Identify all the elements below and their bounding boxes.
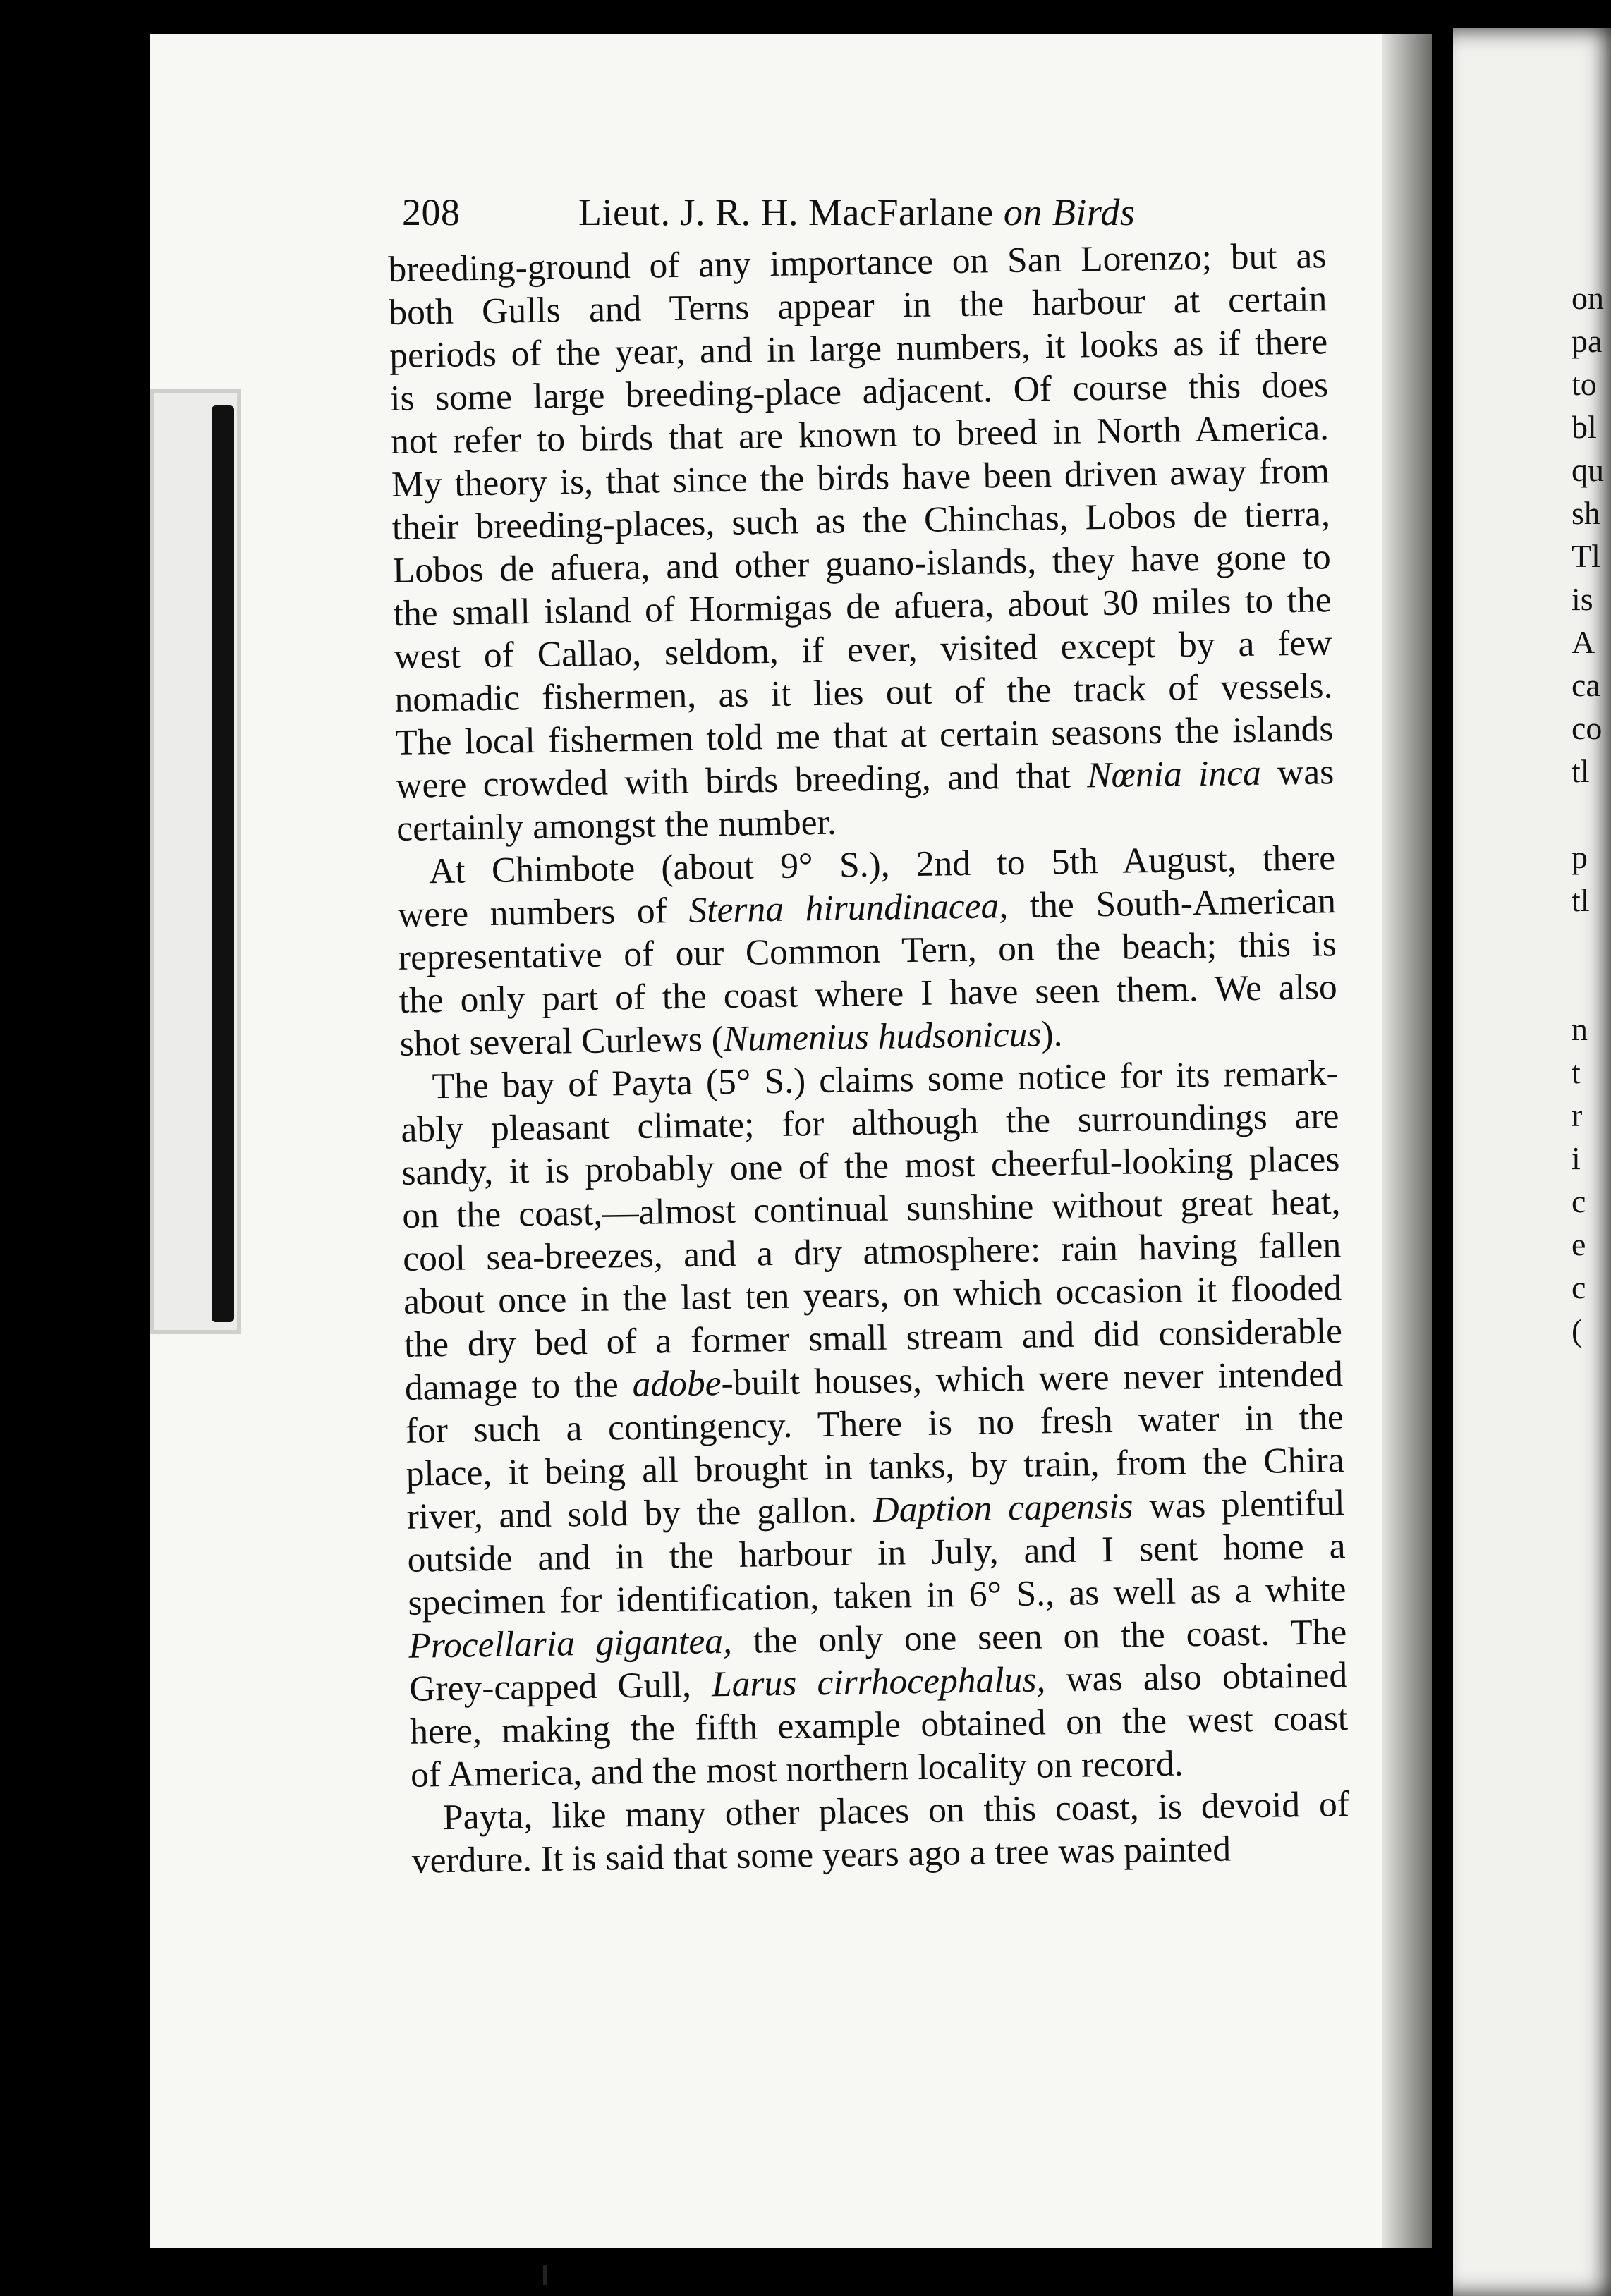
facing-page-fragment bbox=[1572, 793, 1611, 836]
facing-page-fragment: i bbox=[1572, 1140, 1581, 1176]
italic-term: Nœnia inca bbox=[1086, 752, 1262, 796]
facing-page-fragment: c bbox=[1572, 1269, 1586, 1305]
facing-page-fragment bbox=[1572, 1782, 1611, 1825]
text-line: the dry bed of a former small stream and did considerable bbox=[403, 1311, 1343, 1365]
text-line: their breeding-places, such as the Chinchas, Lobos de tierra, bbox=[391, 494, 1331, 548]
text-run: was also obtained bbox=[1045, 1655, 1348, 1700]
running-head-author: Lieut. J. R. H. MacFarlane bbox=[578, 191, 994, 233]
facing-page-fragment bbox=[1572, 1395, 1611, 1438]
text-run: damage to the bbox=[404, 1364, 633, 1408]
italic-term: Daption capensis bbox=[873, 1486, 1133, 1530]
facing-page-fragment: e bbox=[1572, 1226, 1586, 1262]
text-line: the only part of the coast where I have seen them. We also bbox=[399, 967, 1338, 1021]
text-line: Lobos de afuera, and other guano-islands, they have gone to bbox=[392, 537, 1332, 591]
text-line: specimen for identification, taken in 6° S., as well as a white bbox=[408, 1569, 1346, 1623]
italic-term: Procellaria gigantea, bbox=[408, 1620, 733, 1666]
text-line: sandy, it is probably one of the most cheerful-looking places bbox=[401, 1139, 1340, 1193]
body-text bbox=[388, 234, 1350, 1882]
text-line: certainly amongst the number. bbox=[396, 802, 837, 849]
facing-page-fragment bbox=[1572, 1696, 1611, 1739]
facing-page-fragment: p bbox=[1572, 839, 1588, 875]
text-line: about once in the last ten years, on which occasion it flooded bbox=[403, 1268, 1342, 1322]
text-line: cool sea-breezes, and a dry atmosphere: rain having fallen bbox=[402, 1225, 1342, 1279]
facing-page-fragment: tl bbox=[1572, 882, 1590, 918]
facing-page-fragment bbox=[1572, 1567, 1611, 1610]
facing-page-fragment: t bbox=[1572, 1054, 1581, 1090]
text-run: ). bbox=[1040, 1013, 1063, 1055]
text-line: place, it being all brought in tanks, by train, from the Chira bbox=[406, 1440, 1345, 1494]
running-head-subject: on Birds bbox=[1003, 191, 1136, 233]
text-line: is some large breeding-place adjacent. Of course this does bbox=[389, 365, 1329, 419]
facing-page-fragment: pa bbox=[1572, 323, 1603, 359]
facing-page-fragment bbox=[1572, 1825, 1611, 1868]
text-line: of America, and the most northern locality on record. bbox=[410, 1743, 1184, 1795]
text-run: -built houses, which were never intended bbox=[721, 1354, 1344, 1404]
italic-term: Larus cirrhocephalus, bbox=[711, 1659, 1046, 1705]
facing-page-fragment bbox=[1572, 1481, 1611, 1524]
facing-page-fragment: Tl bbox=[1572, 538, 1600, 574]
running-head bbox=[578, 190, 1135, 234]
facing-page-fragment bbox=[1572, 922, 1611, 965]
facing-page-fragment bbox=[1572, 1653, 1611, 1696]
page-header bbox=[402, 190, 1291, 241]
facing-page-fragment: n bbox=[1572, 1011, 1588, 1047]
page-number: 208 bbox=[402, 191, 461, 233]
facing-page-fragment: c bbox=[1572, 1183, 1586, 1219]
text-line: west of Callao, seldom, if ever, visited except by a few bbox=[394, 623, 1332, 677]
facing-page-fragment: qu bbox=[1572, 452, 1604, 488]
facing-page-fragment bbox=[1572, 1610, 1611, 1653]
facing-page-fragment: ( bbox=[1572, 1312, 1583, 1348]
text-line: representative of our Common Tern, on the beach; this is bbox=[398, 924, 1337, 978]
text-run: river, and sold by the gallon. bbox=[406, 1490, 873, 1537]
text-line: outside and in the harbour in July, and I sent home a bbox=[407, 1526, 1346, 1580]
text-run: was bbox=[1260, 752, 1335, 793]
facing-page-fragment bbox=[1572, 1524, 1611, 1567]
facing-page-fragment: co bbox=[1572, 710, 1603, 746]
facing-page-fragment: to bbox=[1572, 366, 1597, 402]
text-line: breeding-ground of any importance on San Lorenzo; but as bbox=[388, 236, 1327, 290]
text-run: were crowded with birds breeding, and that bbox=[395, 755, 1088, 806]
italic-term: Numenius hudsonicus bbox=[723, 1014, 1042, 1060]
text-line: The bay of Payta (5° S.) claims some notice for its remark- bbox=[432, 1053, 1339, 1107]
text-line: for such a contingency. There is no fresh water in the bbox=[405, 1397, 1344, 1451]
text-run: shot several Curlews ( bbox=[399, 1019, 724, 1064]
facing-page-fragment: A bbox=[1572, 624, 1595, 660]
text-line: not refer to birds that are known to breed in North America. bbox=[390, 408, 1330, 462]
text-line: here, making the fifth example obtained on the west coast bbox=[409, 1698, 1349, 1752]
facing-page-fragment bbox=[1572, 965, 1611, 1008]
text-line: periods of the year, and in large numbers, it looks as if there bbox=[389, 322, 1328, 376]
facing-page-fragment: tl bbox=[1572, 753, 1590, 789]
facing-page-text-fragments bbox=[1572, 276, 1611, 1911]
page-gutter-shadow bbox=[1382, 34, 1432, 2248]
text-line: My theory is, that since the birds have been driven away from bbox=[391, 451, 1330, 505]
text-line: verdure. It is said that some years ago a tree was painted bbox=[411, 1828, 1232, 1881]
text-line: nomadic fishermen, as it lies out of the track of vessels. bbox=[394, 666, 1333, 720]
text-line: both Gulls and Terns appear in the harbour at certain bbox=[388, 279, 1327, 333]
text-run: was plentiful bbox=[1133, 1483, 1345, 1527]
facing-page-fragment bbox=[1572, 1868, 1611, 1911]
italic-term: adobe bbox=[632, 1363, 722, 1405]
facing-page-fragment: on bbox=[1572, 280, 1604, 316]
text-line: Payta, like many other places on this coast, is devoid of bbox=[442, 1784, 1350, 1838]
text-line: the small island of Hormigas de afuera, about 30 miles to the bbox=[393, 580, 1332, 634]
italic-term: Sterna hirundinacea, bbox=[688, 886, 1009, 931]
facing-page-fragment: ca bbox=[1572, 667, 1600, 703]
facing-page-fragment bbox=[1572, 1352, 1611, 1395]
text-run: were numbers of bbox=[397, 890, 689, 935]
text-line: ably pleasant climate; for although the surroundings are bbox=[401, 1096, 1339, 1150]
text-run: Grey-capped Gull, bbox=[408, 1664, 712, 1709]
facing-page-fragment: sh bbox=[1572, 495, 1600, 531]
text-run: the South-American bbox=[1007, 881, 1337, 927]
text-line: on the coast,—almost continual sunshine without great heat, bbox=[401, 1182, 1341, 1236]
scan-mark bbox=[543, 2265, 547, 2285]
text-line: The local fishermen told me that at certain seasons the islands bbox=[394, 709, 1334, 763]
facing-page-fragment: bl bbox=[1572, 409, 1597, 445]
facing-page-fragment: is bbox=[1572, 581, 1593, 617]
text-run: the only one seen on the coast. The bbox=[731, 1612, 1347, 1661]
facing-page-fragment: r bbox=[1572, 1097, 1583, 1133]
text-line: At Chimbote (about 9° S.), 2nd to 5th August, there bbox=[428, 838, 1336, 892]
tab-marker-bar bbox=[212, 405, 234, 1322]
facing-page-fragment bbox=[1572, 1438, 1611, 1481]
facing-page-fragment bbox=[1572, 1739, 1611, 1782]
